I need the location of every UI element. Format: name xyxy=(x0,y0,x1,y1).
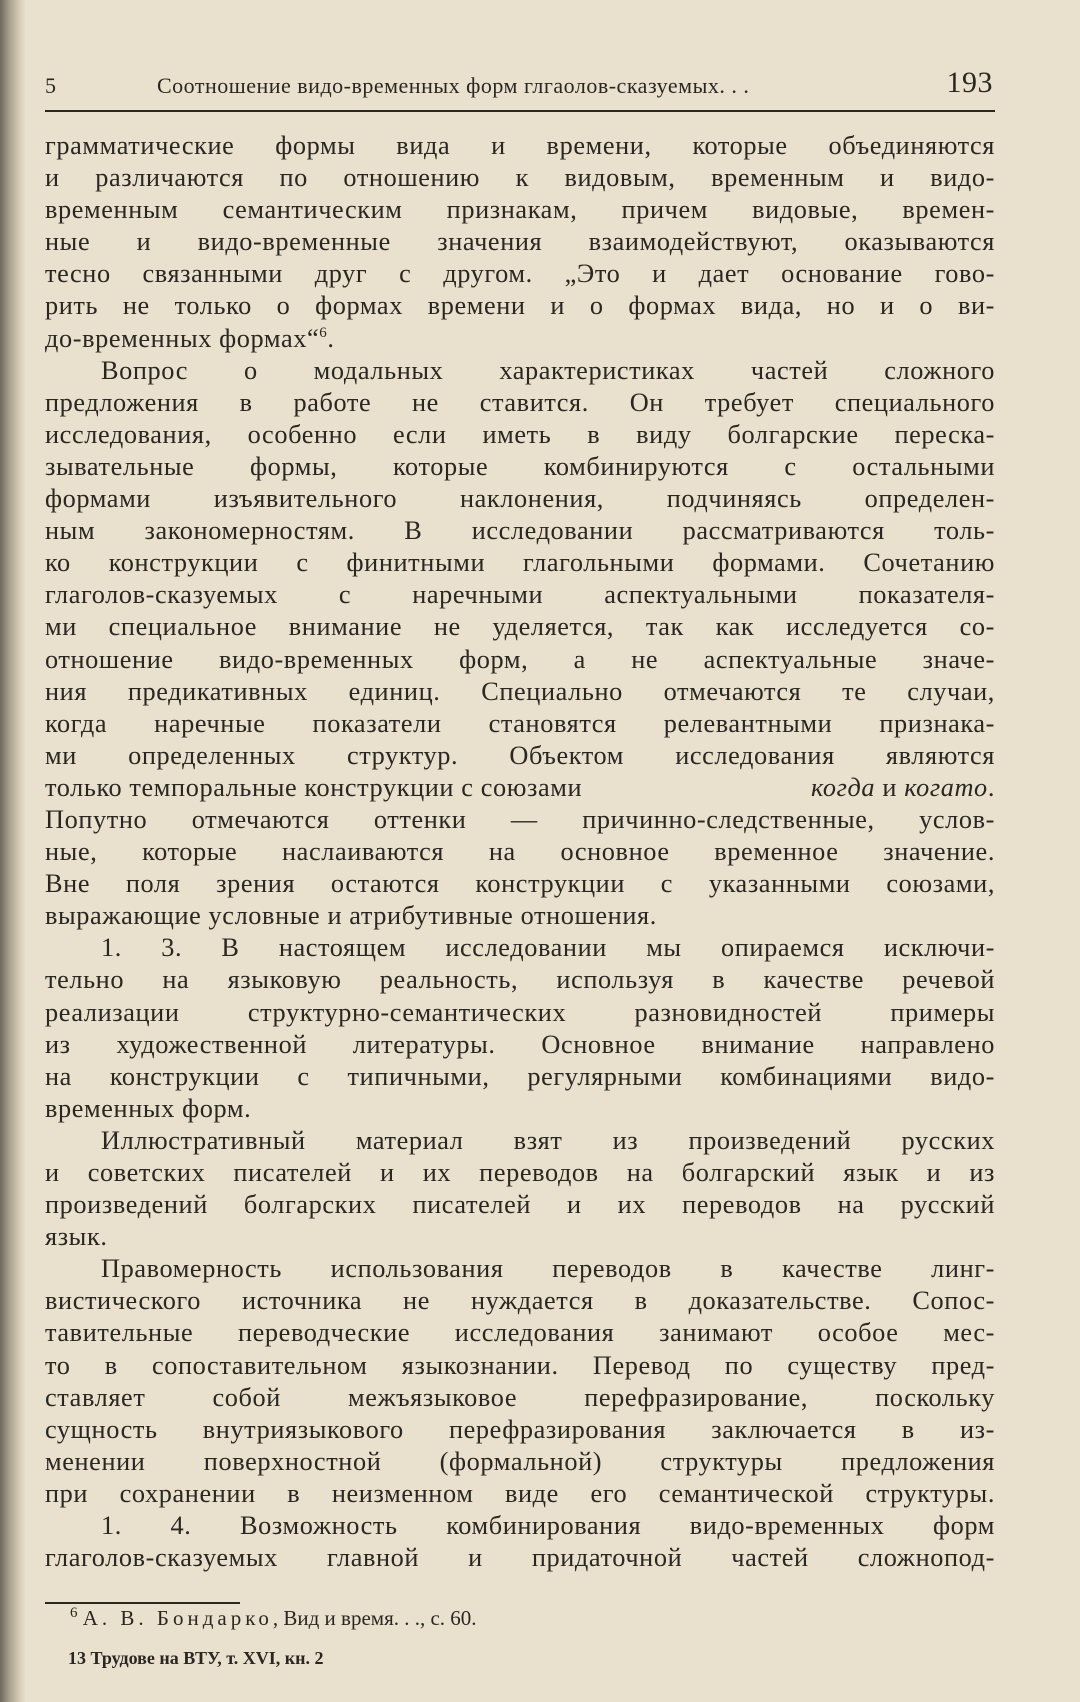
text-line: тельно на языковую реальность, используя в качестве речевой xyxy=(45,965,995,995)
page-number: 193 xyxy=(946,66,993,99)
footnote-marker: 6 xyxy=(70,1605,78,1621)
chapter-number: 5 xyxy=(45,73,57,98)
text-line: ные, которые наслаиваются на основное временное значение. xyxy=(45,837,995,867)
text-line: глаголов-сказуемых с наречными аспектуальными показателя- xyxy=(45,580,995,610)
text-line: тавительные переводческие исследования занимают особое мес- xyxy=(45,1318,995,1348)
text-line: грамматические формы вида и времени, которые объединяются xyxy=(45,131,995,160)
running-header xyxy=(45,68,995,108)
text-line: глаголов-сказуемых главной и придаточной частей сложнопод- xyxy=(45,1543,995,1573)
text-line: когда наречные показатели становятся релевантными признака- xyxy=(45,708,995,738)
text-line: при сохранении в неизменном виде его семантической структуры. xyxy=(45,1478,995,1508)
text-line: ставляет собой межъязыковое перефразирование, поскольку xyxy=(45,1382,995,1412)
text-line: ко конструкции с финитными глагольными формами. Сочетанию xyxy=(45,548,995,578)
text-line: Попутно отмечаются оттенки — причинно-следственные, услов- xyxy=(45,804,995,834)
text-fragment: и xyxy=(875,772,905,802)
book-page xyxy=(45,0,995,1702)
paragraph xyxy=(45,1510,995,1574)
text-line: и советских писателей и их переводов на болгарский язык и из xyxy=(45,1158,995,1187)
text-line xyxy=(45,323,995,355)
text-line: язык. xyxy=(45,1222,108,1252)
text-line: вистического источника не нуждается в доказательстве. Сопос- xyxy=(45,1286,995,1316)
text-line: формами изъявительного наклонения, подчиняясь определен- xyxy=(45,484,995,514)
text-line: и различаются по отношению к видовым, временным и видо- xyxy=(45,163,995,193)
text-line: исследования, особенно если иметь в виду болгарские переска- xyxy=(45,419,995,449)
text-line: сущность внутриязыкового перефразирования заключается в из- xyxy=(45,1414,995,1444)
text-line: тесно связанными друг с другом. „Это и дает основание гово- xyxy=(45,259,995,289)
text-fragment xyxy=(811,772,995,804)
text-line: ми определенных структур. Объектом исследования являются xyxy=(45,740,995,770)
text-line: 1. 4. Возможность комбинирования видо-временных форм xyxy=(101,1511,995,1541)
printer-signature: 13 Трудове на ВТУ, т. XVI, кн. 2 xyxy=(68,1648,324,1668)
running-title: Соотношение видо-временных форм глгаолов-сказуемых. . . xyxy=(157,73,750,98)
text-line: предложения в работе не ставится. Он требует специального xyxy=(45,387,995,417)
text-fragment: . xyxy=(327,323,335,353)
text-line: ные и видо-временные значения взаимодействуют, оказываются xyxy=(45,227,995,257)
text-line xyxy=(45,772,995,804)
text-line: ния предикативных единиц. Специально отмечаются те случаи, xyxy=(45,676,995,706)
footnote xyxy=(70,1606,477,1631)
text-fragment: до-временных формах“ xyxy=(45,323,320,353)
text-fragment: только темпоральные конструкции с союзами xyxy=(45,772,590,802)
paragraph xyxy=(45,932,995,1125)
text-line: временных форм. xyxy=(45,1093,252,1123)
text-line: реализации структурно-семантических разновидностей примеры xyxy=(45,997,995,1027)
footnote-text: , Вид и время. . ., с. 60. xyxy=(272,1606,477,1630)
header-rule xyxy=(45,110,995,112)
text-line: Правомерность использования переводов в качестве линг- xyxy=(101,1254,995,1284)
footnote-author: А. В. Бондарко xyxy=(82,1606,273,1630)
text-line: на конструкции с типичными, регулярными комбинациями видо- xyxy=(45,1061,995,1091)
paragraph xyxy=(45,355,995,933)
paragraph xyxy=(45,130,995,355)
text-line: то в сопоставительном языкознании. Перевод по существу пред- xyxy=(45,1350,995,1380)
text-line: выражающие условные и атрибутивные отношения. xyxy=(45,901,657,931)
text-line: произведений болгарских писателей и их переводов на русский xyxy=(45,1190,995,1220)
text-line: менении поверхностной (формальной) структуры предложения xyxy=(45,1446,995,1476)
text-line: из художественной литературы. Основное внимание направлено xyxy=(45,1029,995,1059)
text-line: зывательные формы, которые комбинируются с остальными xyxy=(45,451,995,481)
book-gutter-shadow xyxy=(0,0,26,1702)
text-line: 1. 3. В настоящем исследовании мы опираемся исключи- xyxy=(101,933,995,963)
text-fragment: . xyxy=(987,772,995,802)
footnote-rule xyxy=(45,1602,240,1604)
body-text xyxy=(45,130,995,1574)
text-line: ми специальное внимание не уделяется, так как исследуется со- xyxy=(45,612,995,642)
text-line: рить не только о формах времени и о формах вида, но и о ви- xyxy=(45,291,995,321)
paragraph xyxy=(45,1125,995,1253)
text-line: Иллюстративный материал взят из произведений русских xyxy=(101,1125,995,1155)
text-line: Вне поля зрения остаются конструкции с указанными союзами, xyxy=(45,869,995,899)
italic-conjunction: когда xyxy=(811,772,876,802)
italic-conjunction: когато xyxy=(904,772,988,802)
footnote-reference: 6 xyxy=(319,324,328,341)
text-line: Вопрос о модальных характеристиках частей сложного xyxy=(101,355,995,385)
text-line: ным закономерностям. В исследовании рассматриваются толь- xyxy=(45,516,995,546)
text-line: отношение видо-временных форм, а не аспектуальные значе- xyxy=(45,644,995,674)
paragraph xyxy=(45,1253,995,1510)
text-line: временным семантическим признакам, причем видовые, времен- xyxy=(45,195,995,225)
